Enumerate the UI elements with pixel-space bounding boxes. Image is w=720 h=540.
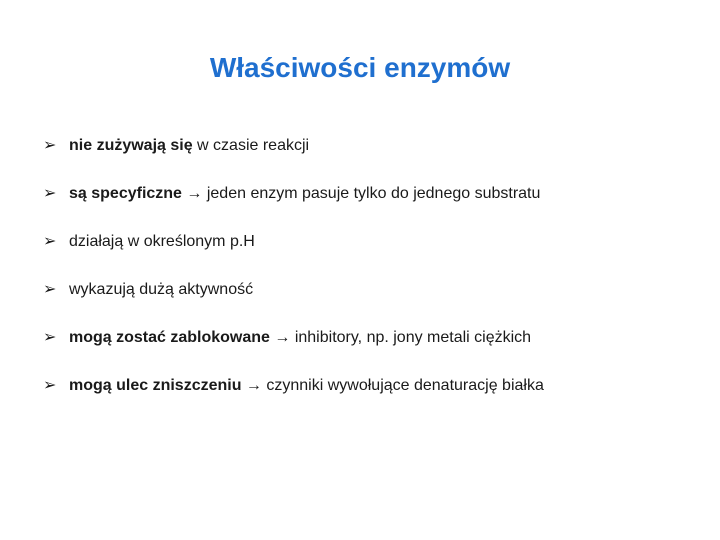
- bullet-text: [69, 230, 255, 254]
- arrowhead-bullet-icon: ➢: [43, 185, 57, 202]
- bullet-normal-text: działają w określonym p.H: [69, 233, 255, 250]
- bullet-text: [69, 278, 253, 302]
- bullet-item-4: [43, 266, 703, 314]
- bullet-bold-text: nie zużywają się: [69, 137, 193, 154]
- bullet-item-3: [43, 218, 703, 266]
- arrowhead-bullet-icon: ➢: [43, 281, 57, 298]
- bullet-normal-text: → jeden enzym pasuje tylko do jednego substratu: [181, 185, 541, 202]
- bullet-text: [69, 182, 540, 206]
- bullet-normal-text: → czynniki wywołujące denaturację białka: [241, 377, 544, 394]
- bullet-text: [69, 326, 531, 350]
- bullet-bold-text: mogą ulec zniszczeniu: [69, 377, 242, 394]
- bullet-bold-text: mogą zostać zablokowane: [69, 329, 270, 346]
- bullet-normal-text: w czasie reakcji: [192, 137, 310, 154]
- bullet-item-5: [43, 314, 703, 362]
- bullet-list: [43, 122, 703, 410]
- bullet-item-1: [43, 122, 703, 170]
- bullet-bold-text: są specyficzne: [69, 185, 182, 202]
- bullet-normal-text: wykazują dużą aktywność: [69, 281, 254, 298]
- slide-title: Właściwości enzymów: [209, 52, 511, 83]
- bullet-text: [69, 134, 309, 158]
- bullet-normal-text: → inhibitory, np. jony metali ciężkich: [269, 329, 532, 346]
- bullet-item-2: [43, 170, 703, 218]
- arrowhead-bullet-icon: ➢: [43, 137, 57, 154]
- arrowhead-bullet-icon: ➢: [43, 329, 57, 346]
- arrowhead-bullet-icon: ➢: [43, 233, 57, 250]
- arrowhead-bullet-icon: ➢: [43, 377, 57, 394]
- bullet-item-6: [43, 362, 703, 410]
- bullet-text: [69, 374, 544, 398]
